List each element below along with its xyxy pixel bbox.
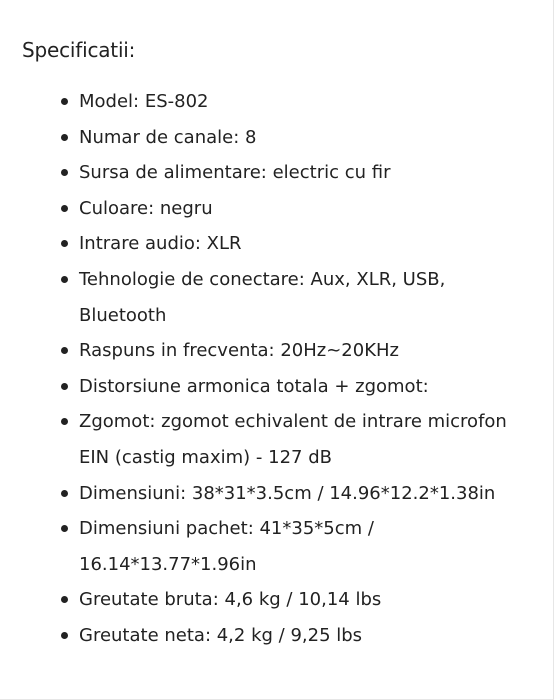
spec-text: Numar de canale: 8 [79, 126, 257, 148]
bullet-icon [61, 418, 68, 425]
spec-text: Distorsiune armonica totala + zgomot: [79, 375, 429, 397]
spec-text: Raspuns in frecventa: 20Hz~20KHz [79, 340, 399, 362]
bullet-icon [61, 169, 68, 176]
spec-item-gross-weight [0, 582, 554, 618]
spec-item-noise [0, 404, 554, 475]
bullet-icon [61, 525, 68, 532]
spec-item-power-source [0, 155, 554, 191]
spec-text: Sursa de alimentare: electric cu fir [79, 162, 391, 184]
bullet-icon [61, 632, 68, 639]
bullet-icon [61, 383, 68, 390]
spec-item-connectivity [0, 262, 554, 333]
spec-list [0, 84, 554, 654]
spec-item-net-weight [0, 618, 554, 654]
spec-text: Greutate bruta: 4,6 kg / 10,14 lbs [79, 589, 382, 611]
spec-item-frequency-response [0, 333, 554, 369]
bullet-icon [61, 276, 68, 283]
spec-item-dimensions [0, 476, 554, 512]
spec-text: Zgomot: zgomot echivalent de intrare microfon EIN (castig maxim) - 127 dB [79, 411, 507, 468]
spec-text: Greutate neta: 4,2 kg / 9,25 lbs [79, 624, 363, 646]
spec-text: Dimensiuni: 38*31*3.5cm / 14.96*12.2*1.38in [79, 482, 496, 504]
bullet-icon [61, 98, 68, 105]
spec-item-model [0, 84, 554, 120]
bullet-icon [61, 596, 68, 603]
bullet-icon [61, 240, 68, 247]
spec-item-audio-input [0, 226, 554, 262]
spec-text: Culoare: negru [79, 197, 213, 219]
bullet-icon [61, 134, 68, 141]
spec-text: Tehnologie de conectare: Aux, XLR, USB, Bluetooth [79, 268, 446, 326]
specs-heading: Specificatii: [22, 38, 136, 62]
spec-item-channels [0, 120, 554, 156]
spec-item-thd [0, 369, 554, 405]
spec-item-package-dimensions [0, 511, 554, 582]
spec-text: Dimensiuni pachet: 41*35*5cm / 16.14*13.77*1.96in [79, 518, 374, 575]
spec-item-color [0, 191, 554, 227]
bullet-icon [61, 490, 68, 497]
bullet-icon [61, 347, 68, 354]
bullet-icon [61, 205, 68, 212]
spec-text: Model: ES-802 [79, 91, 209, 112]
spec-text: Intrare audio: XLR [79, 233, 242, 255]
